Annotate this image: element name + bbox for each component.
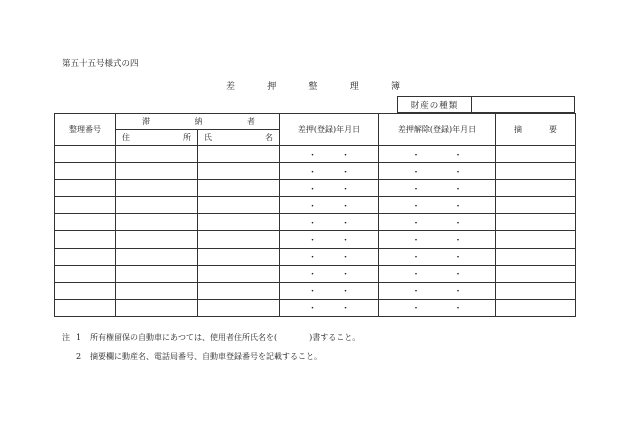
table-row (55, 163, 576, 180)
cell-seizure-date[interactable] (280, 163, 379, 180)
note-text-before: 所有権留保の自動車にあつては、使用者住所氏名を( (90, 333, 278, 342)
date-dot: ・ (453, 167, 463, 178)
cell-address[interactable] (116, 231, 198, 248)
date-dot: ・ (307, 236, 317, 247)
cell-remarks[interactable] (496, 265, 576, 282)
cell-release-date[interactable] (379, 265, 496, 282)
date-dot: ・ (453, 270, 463, 281)
cell-remarks[interactable] (496, 163, 576, 180)
table-row (55, 146, 576, 163)
date-dot: ・ (453, 201, 463, 212)
cell-name[interactable] (198, 214, 280, 231)
cell-release-date[interactable] (379, 180, 496, 197)
cell-number[interactable] (55, 214, 116, 231)
header-payer (116, 114, 280, 130)
cell-remarks[interactable] (496, 197, 576, 214)
cell-name[interactable] (198, 180, 280, 197)
date-dot: ・ (307, 270, 317, 281)
cell-release-date[interactable] (379, 248, 496, 265)
cell-address[interactable] (116, 197, 198, 214)
date-dot: ・ (453, 218, 463, 229)
cell-release-date[interactable] (379, 299, 496, 316)
form-number: 第五十五号様式の四 (62, 59, 139, 69)
cell-address[interactable] (116, 265, 198, 282)
seizure-register-table (54, 113, 576, 317)
cell-name[interactable] (198, 231, 280, 248)
cell-remarks[interactable] (496, 282, 576, 299)
property-type-value[interactable] (472, 97, 574, 112)
date-dot: ・ (411, 150, 421, 161)
date-dot: ・ (453, 150, 463, 161)
date-dot: ・ (340, 287, 350, 298)
cell-number[interactable] (55, 146, 116, 163)
cell-address[interactable] (116, 163, 198, 180)
note-item (62, 328, 360, 347)
cell-remarks[interactable] (496, 214, 576, 231)
date-dot: ・ (340, 236, 350, 247)
header-number: 整理番号 (55, 114, 116, 146)
cell-address[interactable] (116, 214, 198, 231)
date-dot: ・ (340, 253, 350, 264)
cell-address[interactable] (116, 248, 198, 265)
date-dot: ・ (340, 270, 350, 281)
cell-name[interactable] (198, 146, 280, 163)
notes-section (62, 328, 360, 366)
cell-seizure-date[interactable] (280, 299, 379, 316)
header-remarks (496, 114, 576, 146)
date-dot: ・ (340, 201, 350, 212)
header-seizure-date: 差押(登録)年月日 (280, 114, 379, 146)
table-row (55, 214, 576, 231)
cell-address[interactable] (116, 180, 198, 197)
cell-release-date[interactable] (379, 197, 496, 214)
cell-seizure-date[interactable] (280, 282, 379, 299)
note-item (62, 347, 360, 366)
cell-seizure-date[interactable] (280, 248, 379, 265)
date-dot: ・ (411, 184, 421, 195)
cell-number[interactable] (55, 231, 116, 248)
cell-address[interactable] (116, 299, 198, 316)
cell-seizure-date[interactable] (280, 197, 379, 214)
date-dot: ・ (340, 150, 350, 161)
cell-release-date[interactable] (379, 214, 496, 231)
date-dot: ・ (307, 304, 317, 315)
title-char: 押 (267, 82, 277, 92)
cell-number[interactable] (55, 299, 116, 316)
cell-seizure-date[interactable] (280, 231, 379, 248)
date-dot: ・ (411, 167, 421, 178)
note-text: 摘要欄に動産名、電話局番号、自動車登録番号を記載すること。 (90, 352, 322, 361)
date-dot: ・ (307, 150, 317, 161)
date-dot: ・ (411, 201, 421, 212)
cell-remarks[interactable] (496, 248, 576, 265)
date-dot: ・ (453, 304, 463, 315)
cell-seizure-date[interactable] (280, 146, 379, 163)
cell-seizure-date[interactable] (280, 180, 379, 197)
table-row (55, 299, 576, 316)
header-remarks-char: 摘 (514, 125, 522, 134)
date-dot: ・ (453, 184, 463, 195)
header-payer-char: 者 (247, 117, 255, 126)
table-row (55, 265, 576, 282)
cell-remarks[interactable] (496, 146, 576, 163)
cell-number[interactable] (55, 248, 116, 265)
date-dot: ・ (307, 184, 317, 195)
cell-name[interactable] (198, 163, 280, 180)
cell-number[interactable] (55, 163, 116, 180)
cell-address[interactable] (116, 146, 198, 163)
date-dot: ・ (307, 253, 317, 264)
date-dot: ・ (411, 304, 421, 315)
date-dot: ・ (307, 201, 317, 212)
header-address (116, 130, 198, 146)
date-dot: ・ (307, 287, 317, 298)
header-name-char: 氏 (204, 133, 212, 142)
table-row (55, 248, 576, 265)
note-number: 1 (76, 333, 82, 342)
cell-name[interactable] (198, 197, 280, 214)
cell-name[interactable] (198, 248, 280, 265)
date-dot: ・ (340, 167, 350, 178)
header-name-char: 名 (265, 133, 273, 142)
header-release-date: 差押解除(登録)年月日 (379, 114, 496, 146)
date-dot: ・ (411, 253, 421, 264)
date-dot: ・ (307, 167, 317, 178)
cell-number[interactable] (55, 197, 116, 214)
cell-number[interactable] (55, 282, 116, 299)
cell-release-date[interactable] (379, 231, 496, 248)
header-address-char: 所 (183, 133, 191, 142)
header-payer-char: 納 (194, 117, 203, 126)
cell-number[interactable] (55, 265, 116, 282)
header-name (198, 130, 280, 146)
header-remarks-char: 要 (549, 125, 557, 134)
date-dot: ・ (453, 253, 463, 264)
document-title (226, 79, 400, 92)
note-number: 2 (76, 352, 82, 361)
date-dot: ・ (340, 184, 350, 195)
cell-name[interactable] (198, 299, 280, 316)
note-text (90, 328, 360, 347)
cell-remarks[interactable] (496, 299, 576, 316)
cell-number[interactable] (55, 180, 116, 197)
date-dot: ・ (307, 218, 317, 229)
cell-remarks[interactable] (496, 231, 576, 248)
header-payer-char: 滞 (142, 117, 150, 126)
date-dot: ・ (411, 270, 421, 281)
cell-seizure-date[interactable] (280, 214, 379, 231)
date-dot: ・ (453, 236, 463, 247)
property-type-label: 財産の種類 (398, 97, 472, 112)
title-char: 整 (308, 82, 318, 92)
title-char: 簿 (390, 82, 400, 92)
date-dot: ・ (340, 304, 350, 315)
cell-release-date[interactable] (379, 163, 496, 180)
cell-seizure-date[interactable] (280, 265, 379, 282)
title-char: 理 (349, 82, 359, 92)
table-row (55, 231, 576, 248)
note-text-after: )書すること。 (309, 333, 361, 342)
date-dot: ・ (411, 236, 421, 247)
cell-name[interactable] (198, 265, 280, 282)
table-row (55, 180, 576, 197)
property-type-box (397, 96, 575, 113)
table-row (55, 197, 576, 214)
date-dot: ・ (453, 287, 463, 298)
header-address-char: 住 (122, 133, 130, 142)
date-dot: ・ (411, 287, 421, 298)
title-char: 差 (226, 82, 236, 92)
cell-remarks[interactable] (496, 180, 576, 197)
cell-address[interactable] (116, 282, 198, 299)
date-dot: ・ (340, 218, 350, 229)
cell-release-date[interactable] (379, 282, 496, 299)
cell-name[interactable] (198, 282, 280, 299)
cell-release-date[interactable] (379, 146, 496, 163)
date-dot: ・ (411, 218, 421, 229)
note-prefix: 注 (62, 333, 70, 342)
table-row (55, 282, 576, 299)
